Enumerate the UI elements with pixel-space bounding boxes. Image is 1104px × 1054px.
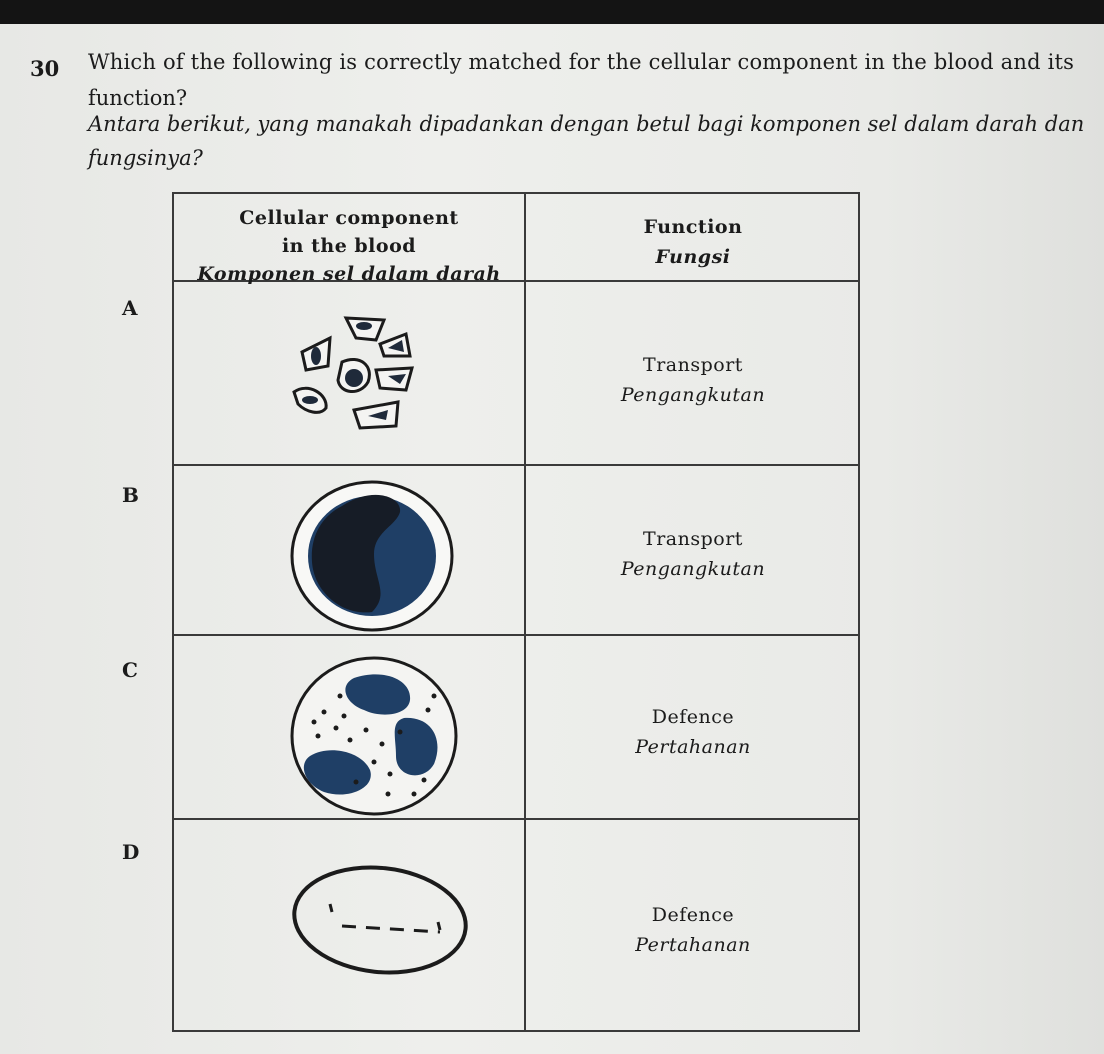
row-divider: [174, 464, 858, 466]
top-dark-border: [0, 0, 1104, 26]
neutrophil-icon: [284, 652, 464, 822]
platelets-icon: [284, 304, 434, 454]
question-text-en-2: function?: [88, 86, 188, 110]
answer-table: [172, 192, 860, 1032]
red-blood-cell-icon: [290, 860, 470, 980]
function-c: Defence Pertahanan: [635, 706, 751, 758]
question-text-en-1: Which of the following is correctly matched for the cellular component in the blood and its: [88, 50, 1075, 74]
question-text-ms-1: Antara berikut, yang manakah dipadankan dengan betul bagi komponen sel dalam darah dan: [88, 112, 1085, 136]
row-divider: [174, 818, 858, 820]
option-a-label[interactable]: A: [122, 296, 138, 320]
question-text-ms-2: fungsinya?: [88, 146, 203, 170]
function-d: Defence Pertahanan: [635, 904, 751, 956]
option-c-label[interactable]: C: [122, 658, 138, 682]
row-divider: [174, 634, 858, 636]
function-a: Transport Pengangkutan: [620, 354, 766, 406]
option-d-label[interactable]: D: [122, 840, 140, 864]
lymphocyte-icon: [282, 476, 462, 636]
header-cellular-component: Cellular component in the blood Komponen sel dalam darah: [197, 207, 501, 285]
option-b-label[interactable]: B: [122, 483, 139, 507]
question-number: 30: [30, 56, 60, 81]
function-b: Transport Pengangkutan: [620, 528, 766, 580]
header-function: Function Fungsi: [643, 216, 743, 268]
